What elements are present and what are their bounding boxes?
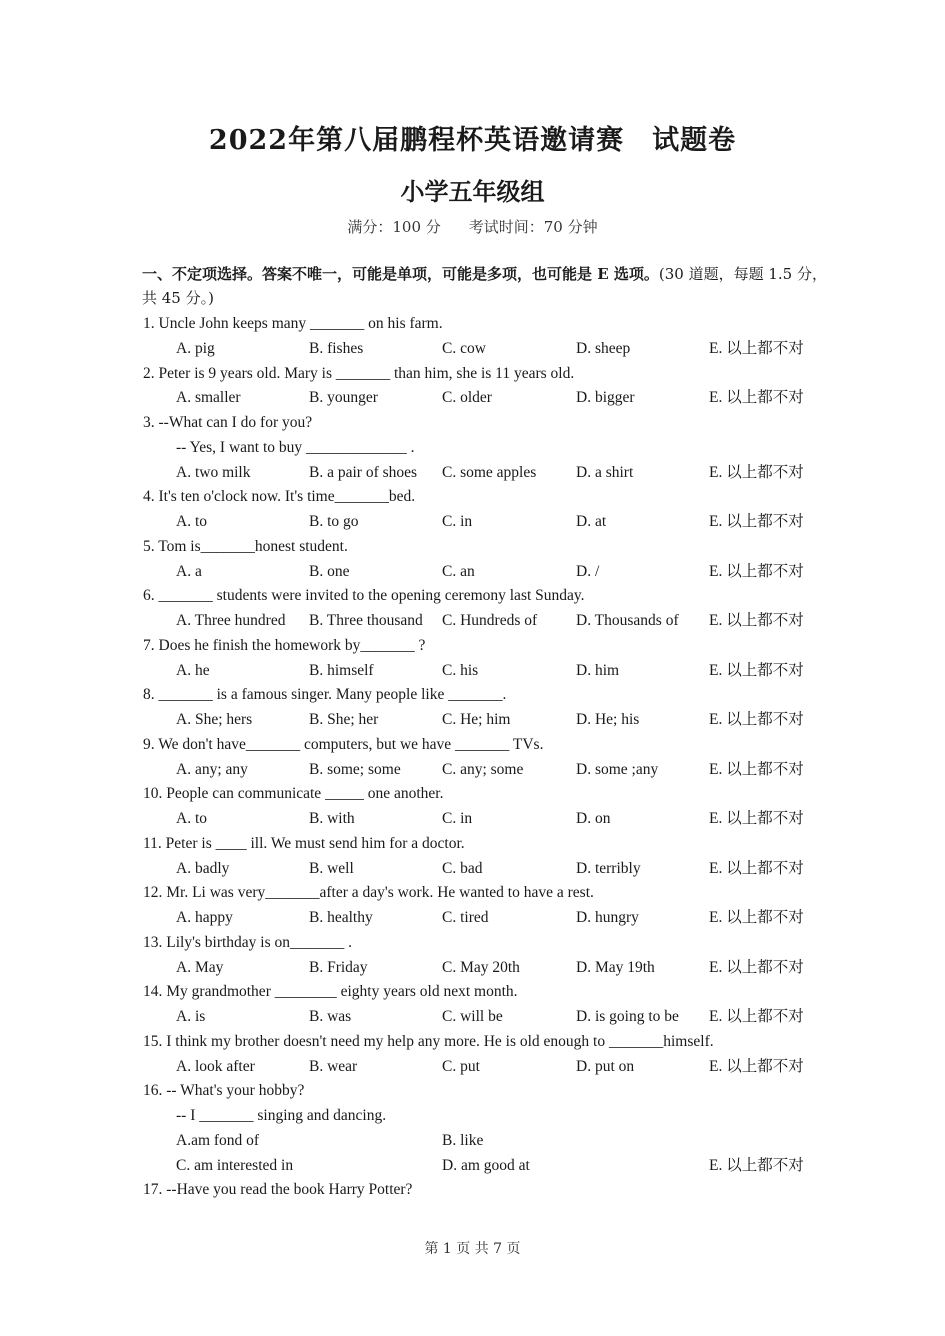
question-7-option-c: C. his [442,661,479,679]
question-11-option-d: D. terribly [576,859,641,877]
question-2-option-c: C. older [442,389,492,407]
section-heading: 一、不定项选择。答案不唯一，可能是单项，可能是多项，也可能是 E 选项。 [142,265,659,283]
question-12-option-a: A. happy [176,909,233,926]
question-6-text: 6. _______ students were invited to the opening ceremony last Sunday. [143,587,585,605]
question-1-text: 1. Uncle John keeps many _______ on his farm. [143,315,443,332]
question-8-text: 8. _______ is a famous singer. Many people like _______. [143,686,507,704]
question-2-option-a: A. smaller [176,389,241,407]
question-12-option-d: D. hungry [576,909,639,926]
question-6-option-b: B. Three thousand [309,612,423,629]
exam-subtitle: 小学五年级组 [400,177,545,206]
question-1-option-d: D. sheep [576,339,631,357]
question-1-option-a: A. pig [176,339,215,357]
question-13-option-d: D. May 19th [576,958,655,976]
question-2-text: 2. Peter is 9 years old. Mary is _______ than him, she is 11 years old. [143,364,575,382]
question-5-option-c: C. an [442,562,475,580]
question-10-option-e: E. 以上都不对 [709,810,804,827]
question-3-text: -- Yes, I want to buy _____________ . [176,438,415,456]
question-9-option-b: B. some; some [309,760,401,778]
question-4-option-d: D. at [576,513,607,530]
exam-time: 考试时间：70 分钟 [468,218,598,236]
question-13-text: 13. Lily's birthday is on_______ . [143,933,353,951]
question-7-text: 7. Does he finish the homework by_______ ? [143,636,426,654]
question-9-option-e: E. 以上都不对 [709,760,804,778]
question-1-option-b: B. fishes [309,339,364,357]
question-10-option-b: B. with [309,810,355,827]
question-16-text: -- I _______ singing and dancing. [176,1107,387,1124]
full-score: 满分：100 分 [347,218,441,236]
question-16-option-4: E. 以上都不对 [709,1156,804,1174]
question-10-option-a: A. to [176,810,207,827]
question-16-option-2: C. am interested in [176,1156,294,1174]
question-6-option-a: A. Three hundred [176,612,286,629]
question-11-option-b: B. well [309,859,354,877]
question-12-option-c: C. tired [442,909,489,926]
question-11-option-c: C. bad [442,859,483,877]
question-8-option-b: B. She; her [309,711,379,728]
question-13-option-e: E. 以上都不对 [709,958,804,976]
question-14-option-b: B. was [309,1008,352,1025]
question-16-text: 16. -- What's your hobby? [143,1082,305,1100]
page-footer: 第 1 页 共 7 页 [424,1241,521,1257]
question-4-option-e: E. 以上都不对 [709,513,804,530]
question-3-option-c: C. some apples [442,463,537,481]
question-4-option-b: B. to go [309,513,359,530]
question-12-option-b: B. healthy [309,909,373,926]
question-16-option-0: A.am fond of [176,1131,260,1149]
question-11-option-e: E. 以上都不对 [709,859,804,877]
question-9-option-d: D. some ;any [576,760,659,778]
question-3-option-d: D. a shirt [576,463,634,481]
question-8-option-a: A. She; hers [176,711,253,728]
question-3-option-b: B. a pair of shoes [309,463,418,481]
question-3-option-e: E. 以上都不对 [709,463,804,481]
question-14-option-a: A. is [176,1008,206,1025]
question-5-option-d: D. / [576,562,600,580]
question-13-option-a: A. May [176,958,224,976]
question-13-option-c: C. May 20th [442,958,520,976]
question-4-option-c: C. in [442,513,473,530]
question-15-text: 15. I think my brother doesn't need my help any more. He is old enough to _______himself. [143,1032,714,1050]
question-15-option-a: A. look after [176,1057,255,1075]
question-12-option-e: E. 以上都不对 [709,909,804,926]
question-7-option-b: B. himself [309,661,374,679]
question-5-option-a: A. a [176,562,202,580]
question-15-option-e: E. 以上都不对 [709,1057,804,1075]
exam-meta [0,216,945,237]
question-6-option-c: C. Hundreds of [442,612,538,629]
question-14-text: 14. My grandmother ________ eighty years old next month. [143,983,518,1001]
section-note: (30 道题，每题 1.5 分，共 45 分。) [142,265,827,307]
question-5-option-e: E. 以上都不对 [709,562,804,580]
question-1-option-e: E. 以上都不对 [709,339,804,357]
question-15-option-d: D. put on [576,1057,635,1075]
question-3-option-a: A. two milk [176,463,251,481]
question-11-text: 11. Peter is ____ ill. We must send him for a doctor. [143,834,465,852]
question-2-option-d: D. bigger [576,389,635,407]
question-13-option-b: B. Friday [309,958,368,976]
question-4-text: 4. It's ten o'clock now. It's time_______bed. [143,488,416,506]
question-14-option-c: C. will be [442,1008,503,1025]
question-14-option-d: D. is going to be [576,1008,679,1025]
question-5-text: 5. Tom is_______honest student. [143,537,348,555]
question-1-option-c: C. cow [442,339,486,357]
question-9-option-c: C. any; some [442,760,524,778]
section-instructions [142,262,834,310]
question-5-option-b: B. one [309,562,350,580]
question-8-option-e: E. 以上都不对 [709,711,804,728]
question-3-text: 3. --What can I do for you? [143,414,313,431]
question-10-option-c: C. in [442,810,473,827]
question-15-option-c: C. put [442,1057,480,1075]
question-15-option-b: B. wear [309,1057,358,1075]
question-2-option-e: E. 以上都不对 [709,389,804,407]
question-7-option-e: E. 以上都不对 [709,661,804,679]
question-9-option-a: A. any; any [176,760,248,778]
question-4-option-a: A. to [176,513,207,530]
question-10-text: 10. People can communicate _____ one another. [143,785,444,803]
exam-title: 2022年第八届鹏程杯英语邀请赛 试题卷 [208,125,737,156]
question-9-text: 9. We don't have_______ computers, but we have _______ TVs. [143,735,544,753]
question-8-option-c: C. He; him [442,711,511,728]
question-10-option-d: D. on [576,810,611,827]
question-2-option-b: B. younger [309,389,378,407]
question-8-option-d: D. He; his [576,711,640,728]
question-12-text: 12. Mr. Li was very_______after a day's work. He wanted to have a rest. [143,884,594,902]
question-6-option-d: D. Thousands of [576,612,679,629]
question-7-option-d: D. him [576,661,620,679]
question-16-option-3: D. am good at [442,1156,530,1174]
question-17-text: 17. --Have you read the book Harry Potter? [143,1181,413,1199]
question-11-option-a: A. badly [176,859,230,877]
question-7-option-a: A. he [176,661,210,679]
question-16-option-1: B. like [442,1131,484,1149]
question-6-option-e: E. 以上都不对 [709,612,804,629]
question-14-option-e: E. 以上都不对 [709,1008,804,1025]
